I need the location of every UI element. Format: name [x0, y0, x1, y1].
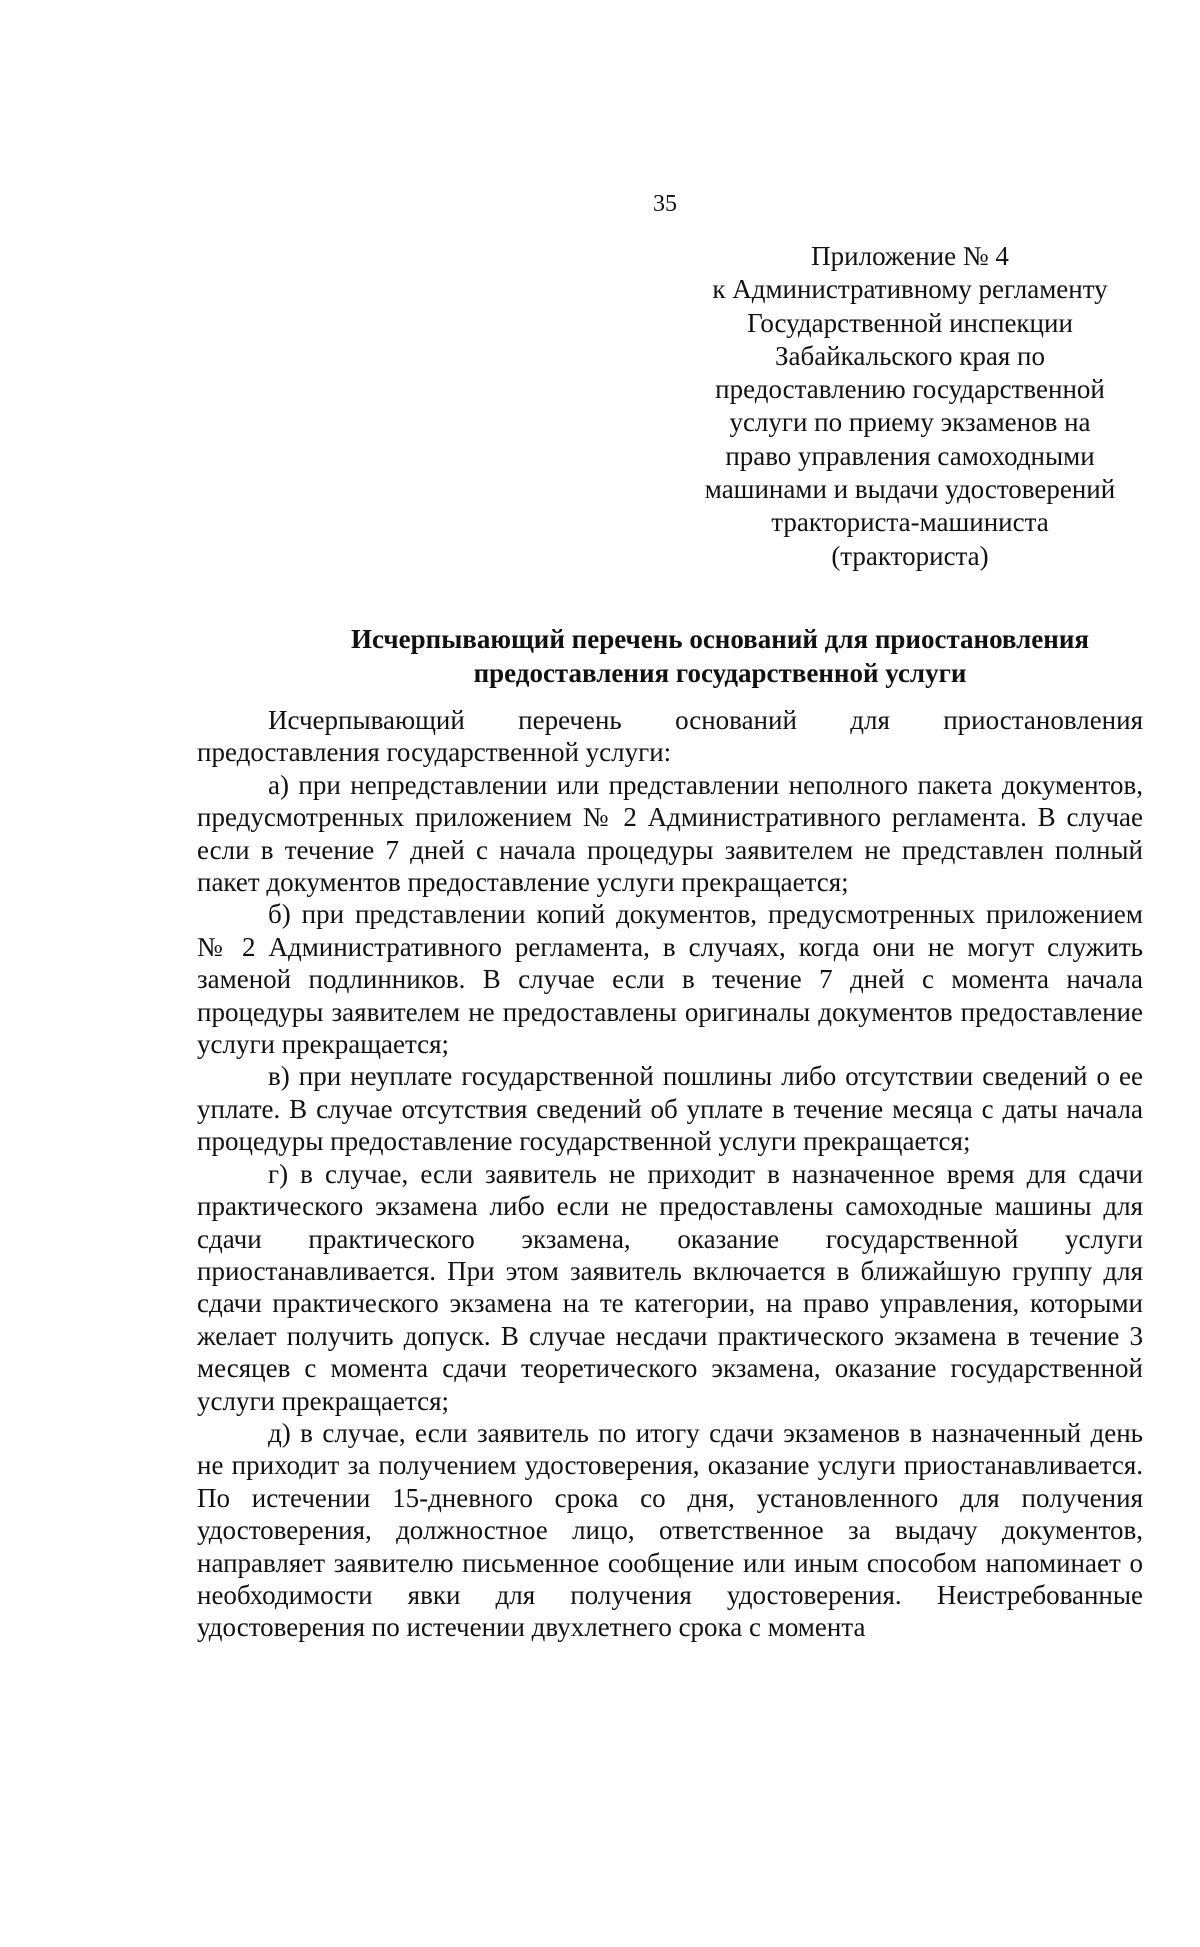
- appendix-line: предоставлению государственной: [715, 374, 1105, 405]
- appendix-line: услуги по приему экзаменов на: [729, 407, 1091, 438]
- list-item-g: г) в случае, если заявитель не приходит в назначенное время для сдачи практического экзамена либо если не предоставлены самоходные машины для сдачи практического экзамена, оказание государственной услуги приостанавливается. При этом заявитель включается в ближайшую группу для сдачи практического экзамена на те категории, на право управления, которыми желает получить допуск. В случае несдачи практического экзамена в течение 3 месяцев с момента сдачи теоретического экзамена, оказание государственной услуги прекращается;: [197, 1158, 1143, 1416]
- list-item-d: д) в случае, если заявитель по итогу сдачи экзаменов в назначенный день не приходит за получением удостоверения, оказание услуги приостанавливается. По истечении 15-дневного срока со дня, установленного для получения удостоверения, должностное лицо, ответственное за выдачу документов, направляет заявителю письменное сообщение или иным способом напоминает о необходимости явки для получения удостоверения. Неистребованные удостоверения по истечении двухлетнего срока с момента: [197, 1417, 1143, 1643]
- appendix-line: Забайкальского края по: [775, 340, 1045, 371]
- appendix-line: Государственной инспекции: [747, 307, 1073, 338]
- intro-paragraph: Исчерпывающий перечень оснований для приостановления предоставления государственной услуги:: [197, 705, 1143, 768]
- document-title: [200, 622, 1200, 690]
- title-line: Исчерпывающий перечень оснований для приостановления: [350, 624, 1090, 654]
- page-number: 35: [653, 191, 677, 217]
- appendix-header: [680, 240, 1140, 573]
- appendix-line: машинами и выдачи удостоверений: [704, 474, 1116, 505]
- appendix-line: Приложение № 4: [811, 241, 1009, 271]
- appendix-line: право управления самоходными: [725, 440, 1095, 471]
- list-item-a: а) при непредставлении или представлении неполного пакета документов, предусмотренных приложением № 2 Административного регламента. В случае если в течение 7 дней с начала процедуры заявителем не представлен полный пакет документов предоставление услуги прекращается;: [197, 769, 1143, 898]
- list-item-b: б) при представлении копий документов, предусмотренных приложением № 2 Административного регламента, в случаях, когда они не могут служить заменой подлинников. В случае если в течение 7 дней с момента начала процедуры заявителем не предоставлены оригиналы документов предоставление услуги прекращается;: [197, 899, 1143, 1060]
- title-line: предоставления государственной услуги: [473, 658, 967, 688]
- appendix-line: к Административному регламенту: [712, 274, 1108, 305]
- appendix-line: тракториста-машиниста: [771, 507, 1049, 538]
- appendix-line: (тракториста): [831, 540, 989, 571]
- body-text: [197, 704, 1143, 1644]
- list-item-v: в) при неуплате государственной пошлины либо отсутствии сведений о ее уплате. В случае отсутствия сведений об уплате в течение месяца с даты начала процедуры предоставление государственной услуги прекращается;: [197, 1061, 1143, 1157]
